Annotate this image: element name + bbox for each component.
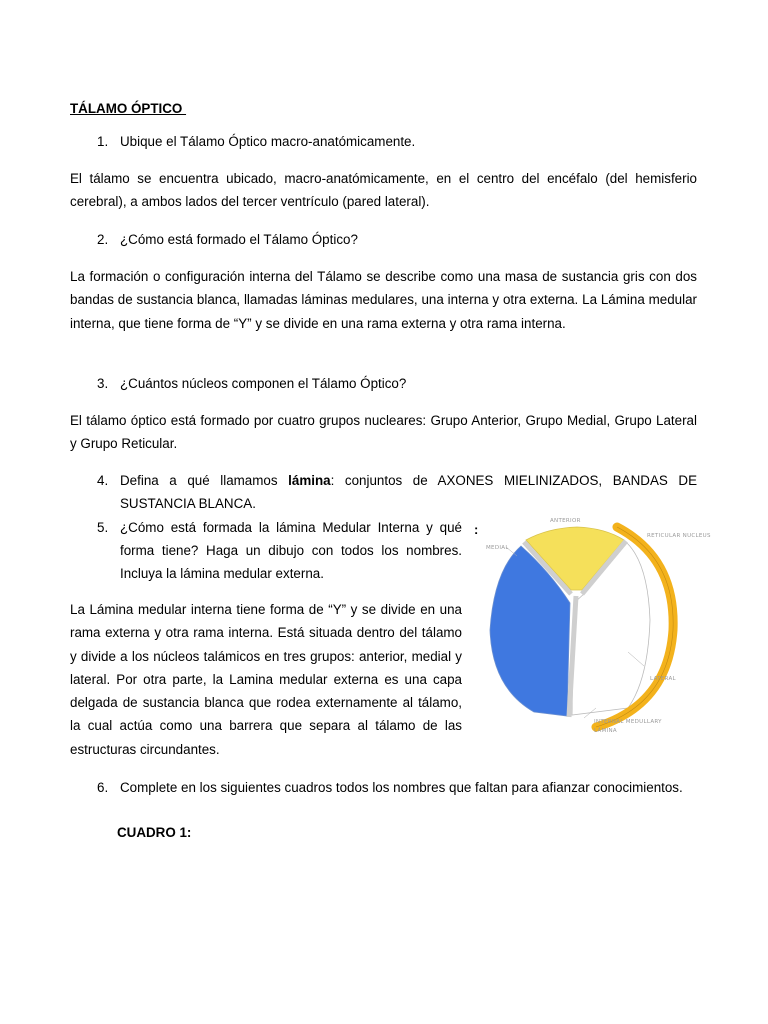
label-lamina: LÁMINA <box>594 728 617 734</box>
question-number: 1. <box>97 134 109 149</box>
colon-mark: : <box>474 522 479 537</box>
keyword-lamina: lámina <box>288 473 331 488</box>
question-text: ¿Cómo está formada la lámina Medular Interna y qué forma tiene? Haga un dibujo con todos los nombres. Incluya la lámina medular externa. <box>120 520 462 581</box>
label-internal-medullary: INTERNAL MEDULLARY <box>594 719 662 725</box>
label-reticular: RETICULAR NUCLEUS <box>647 533 711 539</box>
label-anterior: ANTERIOR <box>550 518 581 524</box>
cuadro-label: CUADRO 1: <box>117 825 192 840</box>
question-number: 4. <box>97 473 109 488</box>
question-text: Complete en los siguientes cuadros todos los nombres que faltan para afianzar conocimientos. <box>120 780 683 795</box>
label-lateral: LATERAL <box>650 676 676 682</box>
question-4 <box>97 469 697 515</box>
label-medial: MEDIAL <box>486 545 509 551</box>
answer-5: La Lámina medular interna tiene forma de “Y” y se divide en una rama externa y otra rama interna. Está situada dentro del tálamo y divide a los núcleos talámicos en tres grupos: anterior, medial y lateral. Por otra parte, la Lamina medular externa es una capa delgada de sustancia blanca que rodea externamente al tálamo, la cual actúa como una barrera que separa al tálamo de las estructuras circundantes. <box>70 602 462 757</box>
question-text <box>120 469 697 515</box>
question-number: 2. <box>97 232 109 247</box>
thalamus-diagram <box>478 510 714 746</box>
answer-1: El tálamo se encuentra ubicado, macro-anatómicamente, en el centro del encéfalo (del hemisferio cerebral), a ambos lados del tercer ventrículo (pared lateral). <box>70 171 697 210</box>
question-text: ¿Cuántos núcleos componen el Tálamo Óptico? <box>120 376 407 391</box>
question-text-part: : conjuntos de AXONES MIELINIZADOS, BANDAS DE SUSTANCIA BLANCA. <box>120 473 697 511</box>
question-1 <box>97 130 697 153</box>
question-number: 6. <box>97 780 109 795</box>
question-text: ¿Cómo está formado el Tálamo Óptico? <box>120 232 358 247</box>
question-number: 3. <box>97 376 109 391</box>
answer-2: La formación o configuración interna del Tálamo se describe como una masa de sustancia gris con dos bandas de sustancia blanca, llamadas láminas medulares, una interna y otra externa. La Lámina medular interna, que tiene forma de “Y” y se divide en una rama externa y otra rama interna. <box>70 269 697 331</box>
question-text-part: Defina a qué llamamos <box>120 473 289 488</box>
page-title: TÁLAMO ÓPTICO <box>70 101 187 116</box>
answer-3: El tálamo óptico está formado por cuatro grupos nucleares: Grupo Anterior, Grupo Medial, Grupo Lateral y Grupo Reticular. <box>70 413 697 452</box>
question-number: 5. <box>97 520 109 535</box>
question-text: Ubique el Tálamo Óptico macro-anatómicamente. <box>120 134 416 149</box>
question-3 <box>97 372 697 395</box>
question-6 <box>97 776 697 799</box>
question-5 <box>97 516 462 585</box>
question-2 <box>97 228 697 251</box>
